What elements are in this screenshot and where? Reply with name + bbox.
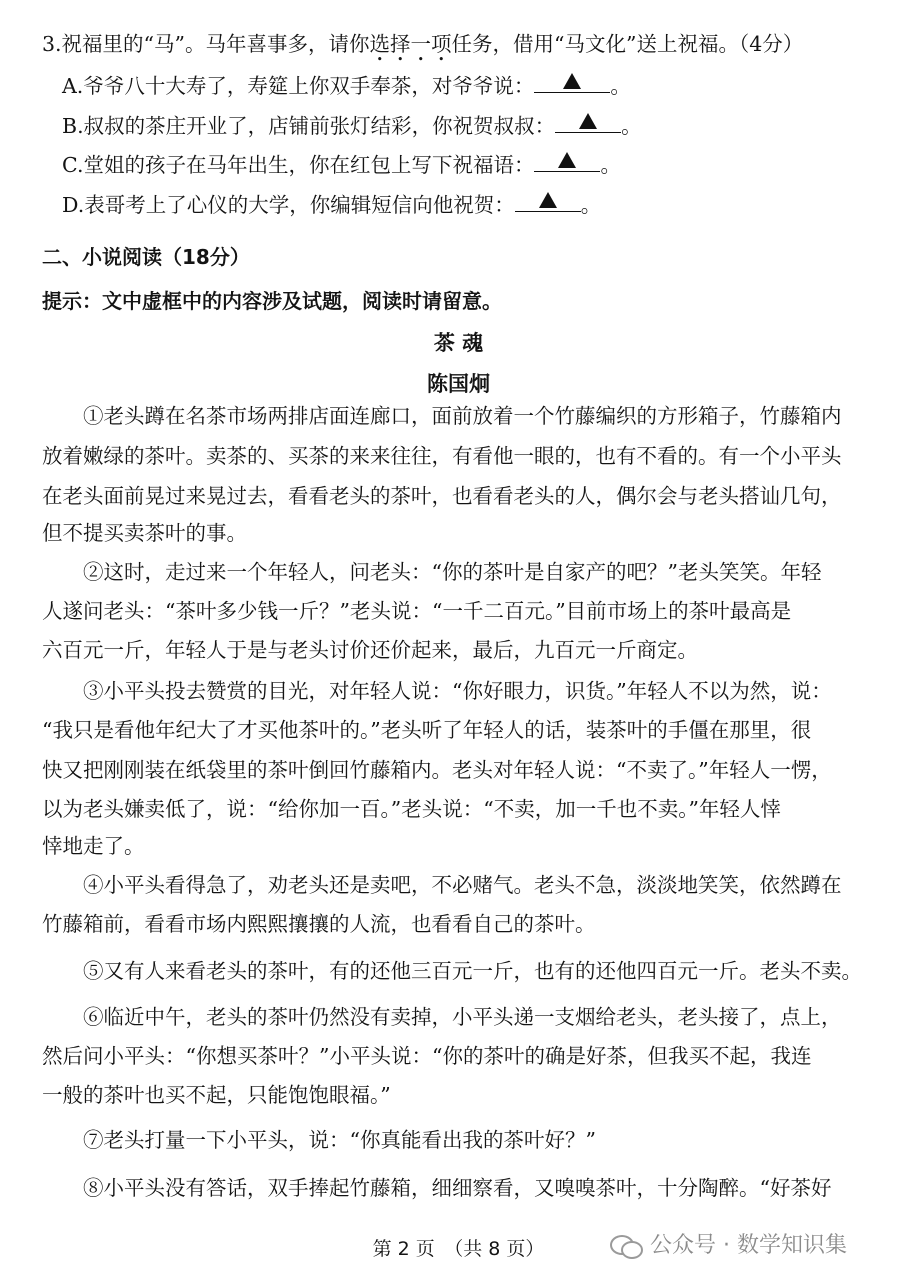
q3-option-a (62, 70, 631, 100)
triangle-icon (558, 152, 576, 168)
option-text: D.表哥考上了心仪的大学，你编辑短信向他祝贺： (62, 193, 515, 217)
watermark (610, 1228, 847, 1259)
story-line: 人遂问老头：“茶叶多少钱一斤？”老头说：“一千二百元。”目前市场上的茶叶最高是 (42, 599, 792, 623)
story-line: 悻地走了。 (42, 834, 145, 858)
emphasis-dot-char: 选 (369, 32, 391, 56)
q3-option-b (62, 110, 642, 140)
q3-option-c (62, 149, 621, 179)
q3-stem-part-b: 任务，借用“马文化”送上祝福。（4分） (451, 32, 804, 56)
option-end: 。 (610, 74, 631, 98)
option-text: C.堂姐的孩子在马年出生，你在红包上写下祝福语： (62, 153, 535, 177)
story-line: 以为老头嫌卖低了，说：“给你加一百。”老头说：“不卖，加一千也不卖。”年轻人悻 (42, 797, 781, 821)
section-heading: 二、小说阅读（18分） (42, 245, 250, 269)
triangle-icon (579, 113, 597, 129)
story-line: 放着嫩绿的茶叶。卖茶的、买茶的来来往往，有看他一眼的，也有不看的。有一个小平头 (42, 444, 842, 468)
story-line: ⑦老头打量一下小平头，说：“你真能看出我的茶叶好？” (83, 1128, 596, 1152)
story-line: 然后问小平头：“你想买茶叶？”小平头说：“你的茶叶的确是好茶，但我买不起，我连 (42, 1044, 812, 1068)
story-line: 六百元一斤，年轻人于是与老头讨价还价起来，最后，九百元一斤商定。 (42, 638, 698, 662)
story-author: 陈国炯 (427, 372, 490, 396)
triangle-icon (539, 192, 557, 208)
story-line: ⑧小平头没有答话，双手捧起竹藤箱，细细察看，又嗅嗅茶叶，十分陶醉。“好茶好 (83, 1176, 832, 1200)
q3-stem-part-a: 3.祝福里的“马”。马年喜事多，请你 (42, 32, 370, 56)
reading-tip: 提示：文中虚框中的内容涉及试题，阅读时请留意。 (42, 289, 502, 313)
answer-blank[interactable] (534, 70, 610, 93)
watermark-text: 公众号 · 数学知识集 (650, 1233, 847, 1258)
page-number: 第 2 页 （共 8 页） (372, 1238, 545, 1260)
wechat-icon (610, 1233, 644, 1259)
story-line: ⑤又有人来看老头的茶叶，有的还他三百元一斤，也有的还他四百元一斤。老头不卖。 (83, 959, 862, 983)
option-text: A.爷爷八十大寿了，寿筵上你双手奉茶，对爷爷说： (62, 74, 535, 98)
story-line: ①老头蹲在名茶市场两排店面连廊口，面前放着一个竹藤编织的方形箱子，竹藤箱内 (83, 404, 842, 428)
emphasis-dot-char: 项 (431, 32, 452, 56)
q3-option-d (62, 189, 601, 219)
q3-stem (42, 30, 803, 58)
triangle-icon (563, 73, 581, 89)
story-line: “我只是看他年纪大了才买他茶叶的。”老头听了年轻人的话，装茶叶的手僵在那里，很 (42, 718, 812, 742)
story-line: 但不提买卖茶叶的事。 (42, 521, 247, 545)
option-end: 。 (580, 193, 602, 217)
option-text: B.叔叔的茶庄开业了，店铺前张灯结彩，你祝贺叔叔： (62, 114, 556, 138)
answer-blank[interactable] (515, 189, 581, 212)
story-line: 在老头面前晃过来晃过去，看看老头的茶叶，也看看老头的人，偶尔会与老头搭讪几句， (42, 484, 842, 508)
story-line: ⑥临近中午，老头的茶叶仍然没有卖掉，小平头递一支烟给老头，老头接了，点上， (83, 1005, 842, 1029)
story-line: ②这时，走过来一个年轻人，问老头：“你的茶叶是自家产的吧？”老头笑笑。年轻 (83, 560, 822, 584)
story-title: 茶 魂 (433, 331, 484, 355)
emphasis-dot-char: 一 (410, 32, 432, 56)
option-end: 。 (600, 153, 621, 177)
story-line: 一般的茶叶也买不起，只能饱饱眼福。” (42, 1083, 391, 1107)
answer-blank[interactable] (534, 149, 600, 172)
story-line: ④小平头看得急了，劝老头还是卖吧，不必赌气。老头不急，淡淡地笑笑，依然蹲在 (83, 873, 842, 897)
story-line: 快又把刚刚装在纸袋里的茶叶倒回竹藤箱内。老头对年轻人说：“不卖了。”年轻人一愣， (42, 758, 832, 782)
emphasis-dot-char: 择 (390, 32, 411, 56)
answer-blank[interactable] (555, 110, 621, 133)
story-line: 竹藤箱前，看看市场内熙熙攘攘的人流，也看看自己的茶叶。 (42, 912, 596, 936)
story-line: ③小平头投去赞赏的目光，对年轻人说：“你好眼力，识货。”年轻人不以为然，说： (83, 679, 832, 703)
option-end: 。 (621, 114, 642, 138)
